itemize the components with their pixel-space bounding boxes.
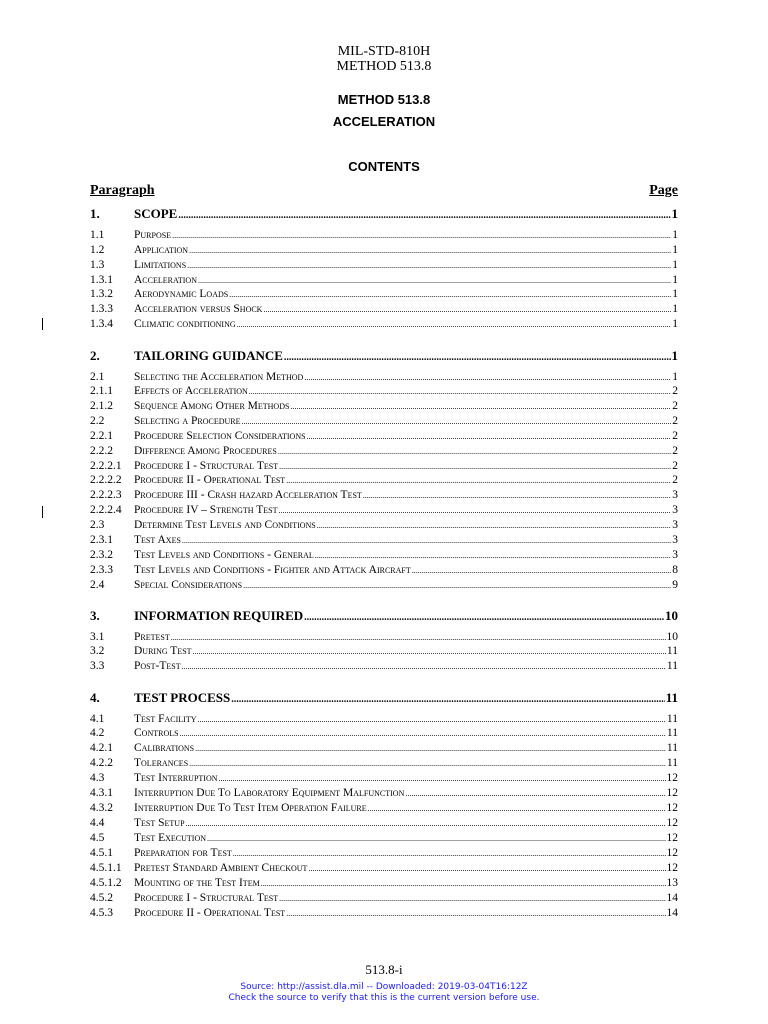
toc-leader-dots	[278, 447, 671, 456]
toc-leader-dots	[186, 819, 666, 828]
toc-paragraph-number: 2.2.2	[90, 445, 113, 457]
toc-leader-dots	[233, 849, 666, 858]
change-bar	[42, 318, 43, 330]
toc-entry-row[interactable]	[90, 564, 678, 576]
toc-title: Test Execution	[134, 832, 207, 844]
toc-paragraph-number: 2.2.2.1	[90, 460, 122, 472]
toc-entry-row[interactable]	[90, 474, 678, 486]
toc-paragraph-number: 4.4	[90, 817, 105, 829]
toc-leader-dots	[249, 387, 671, 396]
toc-title: Limitations	[134, 259, 187, 271]
toc-title: Interruption Due To Laboratory Equipment Malfunction	[134, 787, 405, 799]
toc-page-number: 1	[672, 318, 678, 330]
toc-leader-dots	[198, 276, 671, 285]
toc-paragraph-number: 1.	[90, 206, 100, 221]
toc-entry-row[interactable]	[90, 713, 678, 725]
toc-page-number: 1	[672, 259, 678, 271]
toc-entry-row[interactable]	[90, 229, 678, 241]
toc-paragraph-number: 2.2.2.4	[90, 504, 122, 516]
toc-leader-dots	[207, 834, 665, 843]
toc-page-number: 1	[672, 303, 678, 315]
toc-paragraph-number: 1.2	[90, 244, 105, 256]
toc-leader-dots	[242, 417, 672, 426]
toc-page-number: 3	[672, 534, 678, 546]
toc-paragraph-number: 2.1.2	[90, 400, 113, 412]
toc-leader-dots	[315, 551, 671, 560]
toc-page-number: 14	[666, 907, 678, 919]
toc-title: Test Setup	[134, 817, 185, 829]
toc-title: Effects of Acceleration	[134, 385, 248, 397]
toc-title: Procedure IV – Strength Test	[134, 504, 278, 516]
page-column-header: Page	[649, 183, 678, 198]
toc-page-number: 9	[672, 579, 678, 591]
toc-title: Climatic conditioning	[134, 318, 236, 330]
toc-leader-dots	[363, 491, 671, 500]
toc-page-number: 2	[672, 385, 678, 397]
toc-leader-dots	[317, 521, 672, 530]
toc-entry-row[interactable]	[90, 445, 678, 457]
toc-leader-dots	[231, 694, 664, 705]
method-code: METHOD 513.8	[336, 59, 432, 74]
toc-title: Procedure II - Operational Test	[134, 907, 286, 919]
toc-paragraph-number: 4.5.1	[90, 847, 113, 859]
toc-leader-dots	[412, 566, 672, 575]
toc-paragraph-number: 1.1	[90, 229, 105, 241]
toc-page-number: 2	[672, 474, 678, 486]
toc-paragraph-number: 4.3	[90, 772, 105, 784]
page-number: 513.8-i	[365, 962, 403, 977]
toc-title: Selecting a Procedure	[134, 415, 241, 427]
toc-paragraph-number: 4.	[90, 690, 100, 705]
toc-page-number: 2	[672, 430, 678, 442]
toc-title: Mounting of the Test Item	[134, 877, 260, 889]
toc-leader-dots	[279, 462, 671, 471]
toc-paragraph-number: 1.3.1	[90, 274, 113, 286]
toc-title: Tolerances	[134, 757, 189, 769]
toc-paragraph-number: 2.3.3	[90, 564, 113, 576]
toc-page-number: 3	[672, 504, 678, 516]
document-title: ACCELERATION	[332, 114, 436, 129]
toc-page-number: 12	[666, 817, 678, 829]
toc-paragraph-number: 4.5.1.2	[90, 877, 122, 889]
toc-page-number: 13	[666, 877, 678, 889]
contents-heading: CONTENTS	[348, 159, 420, 174]
toc-leader-dots	[304, 373, 671, 382]
toc-entry-row[interactable]	[90, 847, 678, 859]
toc-title: Purpose	[134, 229, 172, 241]
toc-page-number: 11	[666, 645, 678, 657]
toc-leader-dots	[195, 744, 666, 753]
toc-leader-dots	[368, 804, 666, 813]
toc-title: Test Axes	[134, 534, 181, 546]
toc-entry-row[interactable]	[90, 244, 678, 256]
toc-page-number: 1	[672, 229, 678, 241]
toc-paragraph-number: 2.3.2	[90, 549, 113, 561]
toc-paragraph-number: 1.3	[90, 259, 105, 271]
toc-entry-row[interactable]	[90, 817, 678, 829]
toc-entry-row[interactable]	[90, 907, 678, 919]
toc-page-number: 12	[666, 862, 678, 874]
toc-title: Sequence Among Other Methods	[134, 400, 290, 412]
toc-title: Post-Test	[134, 660, 181, 672]
toc-page-number: 11	[666, 660, 678, 672]
toc-entry-row[interactable]	[90, 430, 678, 442]
toc-leader-dots	[189, 759, 666, 768]
toc-entry-row[interactable]	[90, 274, 678, 286]
toc-leader-dots	[304, 612, 664, 623]
toc-entry-row[interactable]	[90, 892, 678, 904]
toc-page-number: 11	[666, 713, 678, 725]
toc-leader-dots	[219, 774, 666, 783]
toc-page-number: 8	[672, 564, 678, 576]
toc-entry-row[interactable]	[90, 534, 678, 546]
toc-leader-dots	[263, 305, 671, 314]
toc-page-number: 1	[671, 206, 678, 221]
toc-paragraph-number: 4.3.1	[90, 787, 113, 799]
toc-page-number: 12	[666, 772, 678, 784]
toc-entry-row[interactable]	[90, 385, 678, 397]
toc-page-number: 12	[666, 847, 678, 859]
toc-paragraph-number: 2.2.2.3	[90, 489, 122, 501]
toc-page-number: 11	[666, 727, 678, 739]
toc-entry-row[interactable]	[90, 400, 678, 412]
toc-entry-row[interactable]	[90, 645, 678, 657]
toc-page-number: 12	[666, 787, 678, 799]
paragraph-column-header: Paragraph	[90, 183, 155, 198]
toc-page-number: 1	[671, 348, 678, 363]
toc-section-row[interactable]	[90, 690, 678, 706]
toc-title: TAILORING GUIDANCE	[134, 348, 283, 363]
toc-page-number: 1	[672, 288, 678, 300]
toc-page-number: 11	[665, 690, 678, 705]
toc-title: Application	[134, 244, 189, 256]
toc-entry-row[interactable]	[90, 862, 678, 874]
toc-paragraph-number: 4.3.2	[90, 802, 113, 814]
toc-paragraph-number: 4.5.2	[90, 892, 113, 904]
toc-title: Procedure I - Structural Test	[134, 460, 279, 472]
toc-paragraph-number: 2.2.1	[90, 430, 113, 442]
toc-page-number: 1	[672, 371, 678, 383]
toc-title: Procedure I - Structural Test	[134, 892, 279, 904]
toc-title: Procedure II - Operational Test	[134, 474, 286, 486]
toc-leader-dots	[405, 789, 665, 798]
toc-paragraph-number: 2.1.1	[90, 385, 113, 397]
toc-title: SCOPE	[134, 206, 178, 221]
toc-paragraph-number: 2.1	[90, 371, 105, 383]
toc-section-row[interactable]	[90, 348, 678, 364]
toc-title: Difference Among Procedures	[134, 445, 277, 457]
toc-title: Determine Test Levels and Conditions	[134, 519, 316, 531]
toc-title: Special Considerations	[134, 579, 243, 591]
toc-title: Test Levels and Conditions - Fighter and Attack Aircraft	[134, 564, 411, 576]
toc-leader-dots	[187, 261, 671, 270]
toc-paragraph-number: 2.2.2.2	[90, 474, 122, 486]
toc-entry-row[interactable]	[90, 579, 678, 591]
toc-page-number: 2	[672, 415, 678, 427]
toc-entry-row[interactable]	[90, 415, 678, 427]
source-line: Source: http://assist.dla.mil -- Downloaded: 2019-03-04T16:12Z	[240, 982, 528, 992]
toc-section-row[interactable]	[90, 206, 678, 222]
toc-paragraph-number: 2.3	[90, 519, 105, 531]
toc-leader-dots	[193, 647, 666, 656]
toc-title: Procedure Selection Considerations	[134, 430, 306, 442]
toc-entry-row[interactable]	[90, 318, 678, 330]
toc-paragraph-number: 4.2	[90, 727, 105, 739]
toc-paragraph-number: 4.1	[90, 713, 105, 725]
toc-leader-dots	[171, 633, 666, 642]
toc-page-number: 2	[672, 400, 678, 412]
toc-paragraph-number: 2.	[90, 348, 100, 363]
toc-leader-dots	[178, 210, 670, 221]
toc-paragraph-number: 1.3.2	[90, 288, 113, 300]
standard-id: MIL-STD-810H	[337, 44, 431, 59]
toc-paragraph-number: 1.3.3	[90, 303, 113, 315]
toc-page-number: 1	[672, 274, 678, 286]
toc-leader-dots	[286, 909, 665, 918]
toc-title: Acceleration	[134, 274, 197, 286]
toc-leader-dots	[237, 320, 672, 329]
source-note: Check the source to verify that this is the current version before use.	[228, 993, 540, 1003]
toc-paragraph-number: 4.5.3	[90, 907, 113, 919]
toc-entry-row[interactable]	[90, 787, 678, 799]
toc-leader-dots	[243, 581, 671, 590]
toc-title: Procedure III - Crash hazard Acceleration Test	[134, 489, 362, 501]
toc-page-number: 11	[666, 742, 678, 754]
toc-title: Pretest	[134, 631, 170, 643]
toc-paragraph-number: 2.3.1	[90, 534, 113, 546]
toc-page-number: 3	[672, 519, 678, 531]
toc-leader-dots	[307, 432, 672, 441]
toc-leader-dots	[308, 864, 665, 873]
toc-page-number: 10	[665, 608, 678, 623]
toc-title: Acceleration versus Shock	[134, 303, 263, 315]
toc-entry-row[interactable]	[90, 772, 678, 784]
toc-leader-dots	[198, 715, 666, 724]
toc-title: Pretest Standard Ambient Checkout	[134, 862, 308, 874]
toc-paragraph-number: 2.2	[90, 415, 105, 427]
toc-entry-row[interactable]	[90, 742, 678, 754]
toc-entry-row[interactable]	[90, 504, 678, 516]
toc-entry-row[interactable]	[90, 757, 678, 769]
toc-title: During Test	[134, 645, 192, 657]
toc-page-number: 10	[666, 631, 678, 643]
toc-leader-dots	[284, 352, 671, 363]
toc-leader-dots	[182, 536, 671, 545]
method-title: METHOD 513.8	[337, 92, 431, 107]
toc-title: Controls	[134, 727, 179, 739]
toc-leader-dots	[261, 879, 666, 888]
toc-title: Test Levels and Conditions - General	[134, 549, 314, 561]
toc-paragraph-number: 3.2	[90, 645, 105, 657]
toc-entry-row[interactable]	[90, 631, 678, 643]
toc-leader-dots	[172, 231, 671, 240]
toc-leader-dots	[182, 662, 666, 671]
toc-paragraph-number: 4.2.2	[90, 757, 113, 769]
toc-page-number: 3	[672, 549, 678, 561]
toc-page-number: 1	[672, 244, 678, 256]
toc-section-row[interactable]	[90, 608, 678, 624]
toc-title: Test Interruption	[134, 772, 218, 784]
toc-title: Preparation for Test	[134, 847, 232, 859]
toc-page-number: 2	[672, 460, 678, 472]
toc-leader-dots	[189, 246, 671, 255]
toc-entry-row[interactable]	[90, 802, 678, 814]
toc-page-number: 14	[666, 892, 678, 904]
toc-title: Aerodynamic Loads	[134, 288, 229, 300]
toc-paragraph-number: 3.3	[90, 660, 105, 672]
toc-paragraph-number: 4.2.1	[90, 742, 113, 754]
toc-page-number: 12	[666, 832, 678, 844]
toc-entry-row[interactable]	[90, 877, 678, 889]
toc-entry-row[interactable]	[90, 727, 678, 739]
toc-title: INFORMATION REQUIRED	[134, 608, 304, 623]
toc-leader-dots	[229, 290, 671, 299]
toc-entry-row[interactable]	[90, 832, 678, 844]
toc-entry-row[interactable]	[90, 288, 678, 300]
toc-paragraph-number: 4.5.1.1	[90, 862, 122, 874]
toc-leader-dots	[279, 894, 665, 903]
toc-entry-row[interactable]	[90, 460, 678, 472]
toc-title: TEST PROCESS	[134, 690, 231, 705]
toc-leader-dots	[278, 506, 671, 515]
toc-title: Interruption Due To Test Item Operation Failure	[134, 802, 367, 814]
toc-title: Test Facility	[134, 713, 197, 725]
toc-paragraph-number: 4.5	[90, 832, 105, 844]
toc-entry-row[interactable]	[90, 519, 678, 531]
toc-entry-row[interactable]	[90, 549, 678, 561]
toc-page-number: 12	[666, 802, 678, 814]
document-header	[0, 44, 768, 74]
toc-paragraph-number: 2.4	[90, 579, 105, 591]
toc-entry-row[interactable]	[90, 489, 678, 501]
toc-leader-dots	[286, 476, 671, 485]
toc-paragraph-number: 1.3.4	[90, 318, 113, 330]
toc-entry-row[interactable]	[90, 660, 678, 672]
toc-paragraph-number: 3.1	[90, 631, 105, 643]
toc-title: Calibrations	[134, 742, 195, 754]
toc-leader-dots	[180, 729, 666, 738]
toc-leader-dots	[290, 402, 671, 411]
toc-page-number: 2	[672, 445, 678, 457]
toc-page-number: 3	[672, 489, 678, 501]
change-bar	[42, 506, 43, 518]
toc-title: Selecting the Acceleration Method	[134, 371, 304, 383]
toc-entry-row[interactable]	[90, 371, 678, 383]
toc-entry-row[interactable]	[90, 259, 678, 271]
toc-entry-row[interactable]	[90, 303, 678, 315]
toc-paragraph-number: 3.	[90, 608, 100, 623]
toc-page-number: 11	[666, 757, 678, 769]
